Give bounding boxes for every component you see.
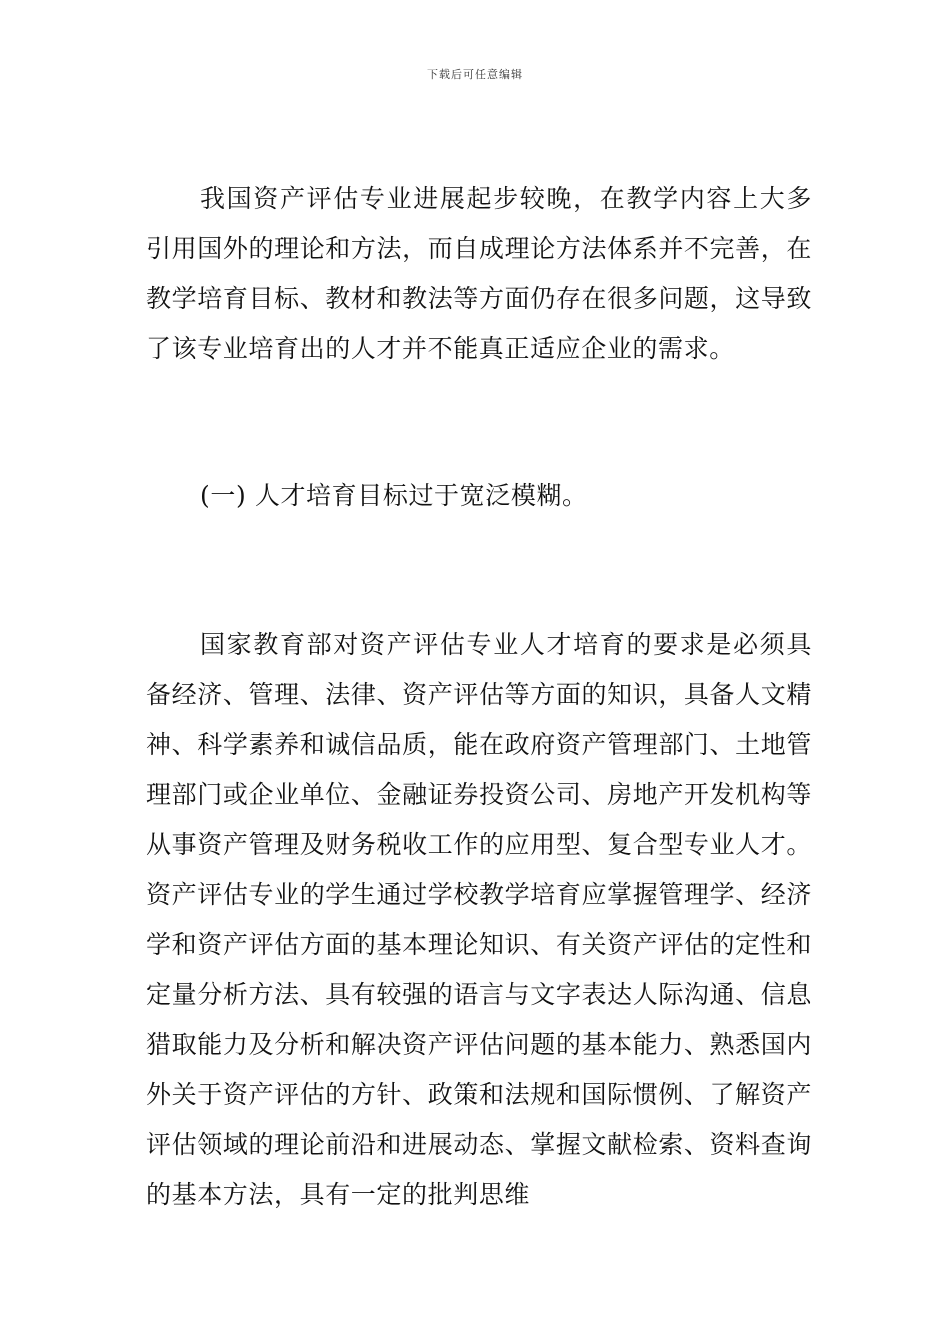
body-paragraph-1: 我国资产评估专业进展起步较晚，在教学内容上大多引用国外的理论和方法，而自成理论方法体系并不完善，在教学培育目标、教材和教法等方面仍存在很多问题，这导致了该专业培育出的人才并不能真正适应企业的需求。 [146,184,812,363]
header-note: 下载后可任意编辑 [427,68,523,81]
section-heading: (一) 人才培育目标过于宽泛模糊。 [200,481,588,510]
body-paragraph-2: 国家教育部对资产评估专业人才培育的要求是必须具备经济、管理、法律、资产评估等方面的知识，具备人文精神、科学素养和诚信品质，能在政府资产管理部门、土地管理部门或企业单位、金融证券投资公司、房地产开发机构等从事资产管理及财务税收工作的应用型、复合型专业人才。资产评估专业的学生通过学校教学培育应掌握管理学、经济学和资产评估方面的基本理论知识、有关资产评估的定性和定量分析方法、具有较强的语言与文字表达人际沟通、信息猎取能力及分析和解决资产评估问题的基本能力、熟悉国内外关于资产评估的方针、政策和法规和国际惯例、了解资产评估领域的理论前沿和进展动态、掌握文献检索、资料查询的基本方法，具有一定的批判思维 [146,630,812,1209]
